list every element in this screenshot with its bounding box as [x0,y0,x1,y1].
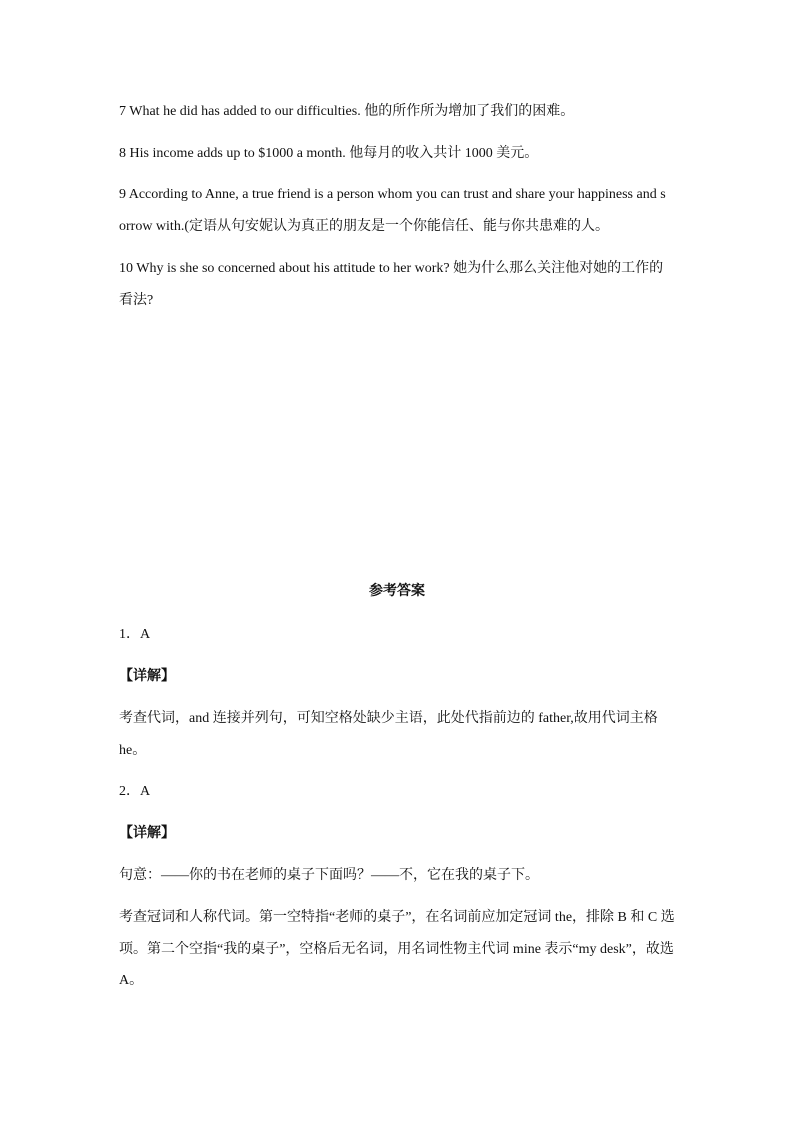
answers-title: 参考答案 [369,584,425,599]
answer-1-explanation-line-1: 考查代词，and 连接并列句，可知空格处缺少主语，此处代指前边的 father,故用代词主格 [119,711,658,726]
answer-1-explanation-line-2: he。 [119,743,147,758]
sentence-8: 8 His income adds up to $1000 a month. 他每月的收入共计 1000 美元。 [119,146,539,161]
answer-2-explanation-line-1: 考查冠词和人称代词。第一空特指“老师的桌子”，在名词前应加定冠词 the，排除 B 和 C 选 [119,910,675,925]
answer-2-explanation-line-2: 项。第二个空指“我的桌子”，空格后无名词，用名词性物主代词 mine 表示“my desk”，故选 [119,942,674,957]
sentence-10-line-1: 10 Why is she so concerned about his attitude to her work? 她为什么那么关注他对她的工作的 [119,261,664,276]
answer-2-number: 2．A [119,784,151,799]
answer-2-detail-label: 【详解】 [119,826,175,841]
answer-1-detail-label: 【详解】 [119,669,175,684]
sentence-9-line-2: orrow with.(定语从句安妮认为真正的朋友是一个你能信任、能与你共患难的人。 [119,219,609,234]
answer-1-number: 1．A [119,627,151,642]
sentence-7: 7 What he did has added to our difficulties. 他的所作所为增加了我们的困难。 [119,104,575,119]
sentence-9-line-1: 9 According to Anne, a true friend is a person whom you can trust and share your happiness and s [119,187,666,202]
sentence-10-line-2: 看法? [119,293,154,308]
answer-2-explanation-line-3: A。 [119,973,144,988]
answer-2-meaning: 句意：——你的书在老师的桌子下面吗？——不，它在我的桌子下。 [119,868,539,883]
